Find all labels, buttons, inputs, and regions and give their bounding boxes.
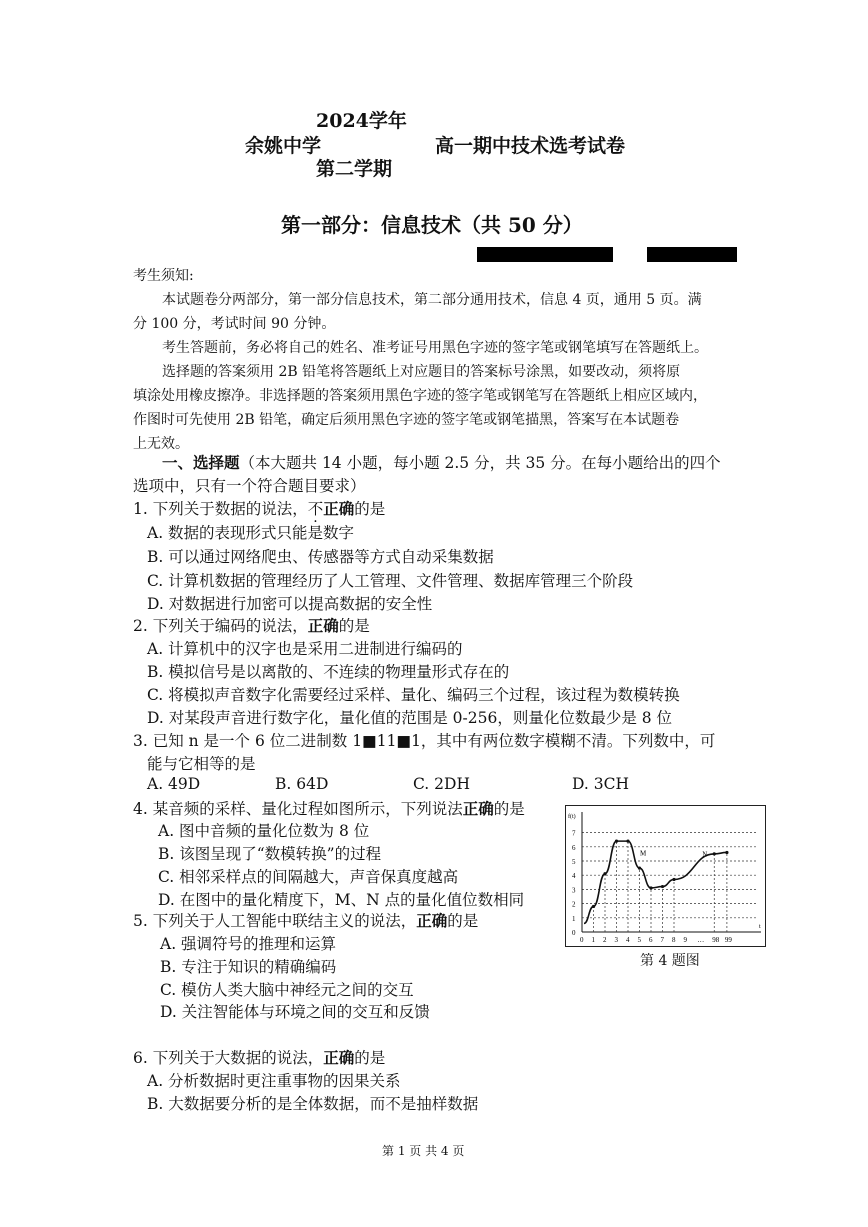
x-axis-label: t	[759, 924, 761, 930]
sample-point	[661, 885, 664, 888]
notice-line: 本试题卷分两部分，第一部分信息技术，第二部分通用技术，信息 4 页，通用 5 页。满	[162, 292, 702, 308]
sample-point	[725, 851, 728, 854]
chart-caption: 第 4 题图	[640, 953, 700, 969]
stem-text: 的是	[354, 1049, 386, 1067]
sample-point	[603, 872, 606, 875]
notice-line: 分 100 分，考试时间 90 分钟。	[133, 316, 336, 332]
redaction-bar	[647, 247, 737, 262]
question-5-stem	[133, 909, 478, 931]
emphasis: 正	[323, 499, 339, 518]
emphasis: 正确	[416, 911, 448, 930]
point-label-n: N	[702, 850, 708, 859]
y-tick-label: 1	[572, 914, 576, 923]
emphasis: 不	[307, 500, 324, 518]
sample-point	[649, 886, 652, 889]
option-a: A. 49D	[147, 775, 201, 793]
option-a: A. 强调符号的推理和运算	[160, 935, 337, 953]
x-tick-label: 99	[724, 936, 732, 944]
question-6-stem	[133, 1046, 385, 1068]
x-tick-label: …	[697, 936, 705, 944]
exam-year: 2024学年	[316, 110, 407, 132]
y-tick-label: 2	[572, 900, 576, 909]
emphasis: 正确	[323, 1048, 355, 1067]
notice-line: 考生答题前，务必将自己的姓名、准考证号用黑色字迹的签字笔或钢笔填写在答题纸上。	[162, 340, 708, 356]
section-heading	[162, 451, 721, 473]
sample-point	[615, 840, 618, 843]
point-label-m: M	[640, 849, 647, 858]
stem-text: 的是	[493, 800, 525, 818]
option-c: C. 模仿人类大脑中神经元之间的交互	[160, 981, 414, 999]
notice-label: 考生须知:	[133, 268, 194, 284]
question-2-stem	[133, 614, 370, 636]
question-3-stem-2: 能与它相等的是	[147, 755, 256, 773]
sample-point	[592, 905, 595, 908]
y-tick-label: 5	[572, 858, 576, 866]
x-tick-label: 0	[580, 936, 584, 944]
option-c: C. 将模拟声音数字化需要经过采样、量化、编码三个过程，该过程为数模转换	[147, 686, 680, 704]
option-b: B. 64D	[275, 775, 329, 793]
sample-point	[713, 852, 716, 855]
y-tick-label: 7	[572, 829, 576, 838]
stem-text: 的是	[354, 500, 386, 518]
part-title: 第一部分：信息技术（共 50 分）	[281, 213, 583, 237]
page-number: 第 1 页 共 4 页	[382, 1144, 465, 1158]
y-axis-label: f(t)	[568, 814, 576, 820]
option-b: B. 大数据要分析的是全体数据，而不是抽样数据	[147, 1095, 479, 1113]
option-a: A. 分析数据时更注重事物的因果关系	[147, 1072, 401, 1090]
option-d: D. 对某段声音进行数字化，量化值的范围是 0-256，则量化位数最少是 8 位	[147, 709, 673, 727]
notice-line: 作图时可先使用 2B 铅笔，确定后须用黑色字迹的签字笔或钢笔描黑，答案写在本试题卷	[133, 412, 680, 428]
option-b: B. 该图呈现了“数模转换”的过程	[158, 845, 382, 863]
x-tick-label: 2	[603, 936, 607, 944]
sample-point	[672, 878, 675, 881]
x-tick-label: 3	[614, 936, 618, 944]
option-a: A. 图中音频的量化位数为 8 位	[158, 822, 370, 840]
y-tick-label: 4	[572, 872, 576, 881]
option-a: A. 数据的表现形式只能是数字	[147, 524, 355, 542]
emphasis: 正确	[462, 799, 494, 818]
y-tick-label: 6	[572, 843, 576, 852]
stem-text: 6. 下列关于大数据的说法，	[133, 1049, 324, 1067]
exam-term: 第二学期	[316, 158, 393, 180]
option-c: C. 相邻采样点的间隔越大，声音保真度越高	[158, 868, 459, 886]
notice-line: 选择题的答案须用 2B 铅笔将答题纸上对应题目的答案标号涂黑，如要改动，须将原	[162, 364, 681, 380]
section-title: 一、选择题	[162, 453, 240, 472]
option-c: C. 计算机数据的管理经历了人工管理、文件管理、数据库管理三个阶段	[147, 572, 634, 590]
stem-text: 5. 下列关于人工智能中联结主义的说法，	[133, 912, 417, 930]
sample-point	[638, 867, 641, 870]
x-tick-label: 7	[660, 936, 664, 944]
option-b: B. 可以通过网络爬虫、传感器等方式自动采集数据	[147, 548, 494, 566]
option-c: C. 2DH	[413, 775, 470, 793]
notice-line: 上无效。	[133, 436, 189, 452]
option-d: D. 关注智能体与环境之间的交互和反馈	[160, 1003, 430, 1021]
emphasis: 正确	[307, 616, 339, 635]
stem-text: 的是	[338, 617, 370, 635]
stem-text: 4. 某音频的采样、量化过程如图所示，下列说法	[133, 800, 463, 818]
stem-text: 1. 下列关于数据的说法，	[133, 500, 308, 518]
option-d: D. 3CH	[572, 775, 629, 793]
question-3-stem: 3. 已知 n 是一个 6 位二进制数 1■11■1，其中有两位数字模糊不清。下列数中，可	[133, 732, 716, 750]
x-tick-label: 5	[637, 936, 641, 944]
emphasis: 确	[338, 499, 355, 518]
option-b: B. 专注于知识的精确编码	[160, 958, 337, 976]
option-b: B. 模拟信号是以离散的、不连续的物理量形式存在的	[147, 663, 510, 681]
x-tick-label: 9	[683, 936, 687, 944]
sample-point	[626, 840, 629, 843]
notice-line: 填涂处用橡皮擦净。非选择题的答案须用黑色字迹的签字笔或钢笔写在答题纸上相应区域内，	[133, 388, 707, 404]
question-1-stem	[133, 497, 385, 519]
y-tick-label: 0	[572, 929, 576, 937]
redaction-bar	[477, 247, 613, 262]
option-a: A. 计算机中的汉字也是采用二进制进行编码的	[147, 640, 463, 658]
school-name: 余姚中学	[245, 135, 322, 157]
x-tick-label: 4	[626, 936, 630, 944]
exam-title: 高一期中技术选考试卷	[435, 135, 626, 157]
chart-svg	[566, 806, 765, 946]
stem-text: 的是	[447, 912, 479, 930]
question-4-stem	[133, 797, 525, 819]
x-tick-label: 98	[712, 936, 720, 944]
option-d: D. 在图中的量化精度下，M、N 点的量化值位数相同	[158, 891, 525, 909]
x-tick-label: 8	[672, 936, 676, 944]
q4-audio-chart	[565, 805, 766, 947]
x-tick-label: 6	[649, 936, 653, 944]
stem-text: 2. 下列关于编码的说法，	[133, 617, 308, 635]
option-d: D. 对数据进行加密可以提高数据的安全性	[147, 595, 433, 613]
y-tick-label: 3	[572, 886, 576, 895]
section-desc-2: 选项中，只有一个符合题目要求）	[133, 477, 366, 495]
section-desc: （本大题共 14 小题，每小题 2.5 分，共 35 分。在每小题给出的四个	[239, 454, 721, 472]
x-tick-label: 1	[591, 936, 595, 944]
